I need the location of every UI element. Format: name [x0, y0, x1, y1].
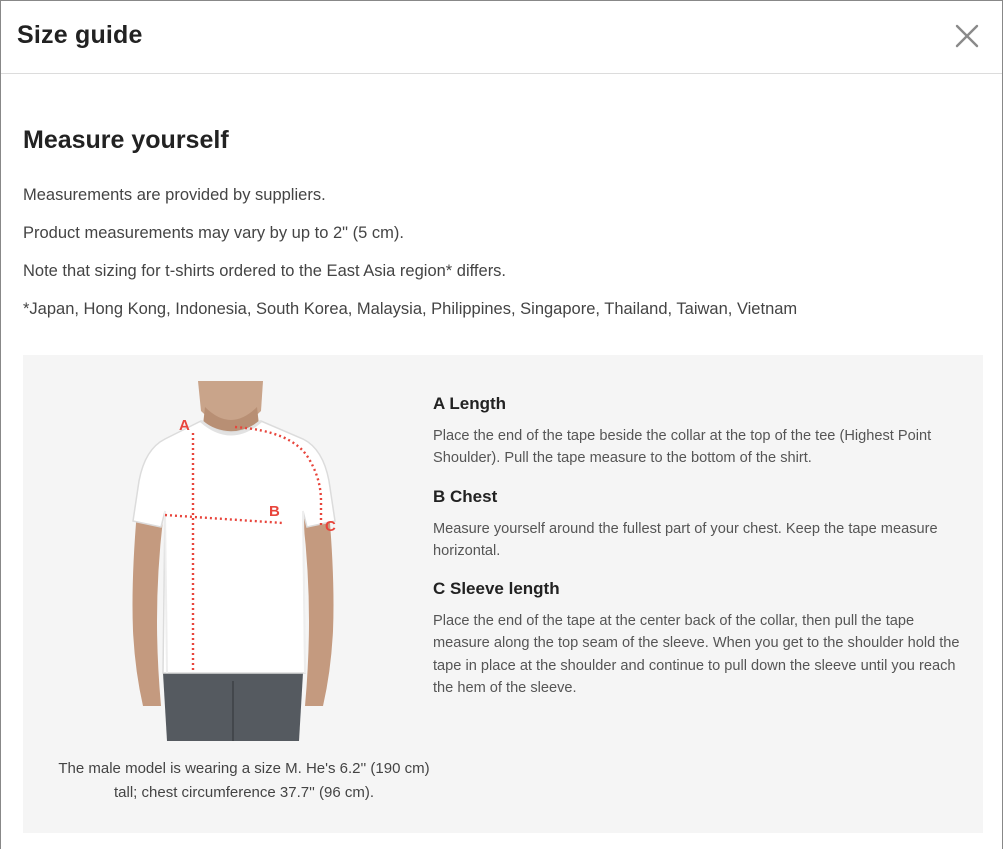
intro-paragraph: Note that sizing for t-shirts ordered to the East Asia region* differs.: [23, 262, 507, 280]
modal-content: [1, 126, 1002, 328]
modal-header: [1, 1, 1002, 74]
measurement-panel: [23, 355, 983, 833]
chest-text: Measure yourself around the fullest part of your chest. Keep the tape measure horizontal.: [433, 520, 938, 559]
section-heading: Measure yourself: [23, 126, 229, 154]
sleeve-length-title: C Sleeve length: [433, 579, 560, 599]
label-a: A: [179, 417, 190, 434]
chest-title: B Chest: [433, 486, 498, 506]
tshirt-model-image: [123, 381, 343, 741]
length-title: A Length: [433, 394, 507, 413]
close-button[interactable]: [954, 23, 980, 49]
model-caption: The male model is wearing a size M. He's 6.2'' (190 cm) tall; chest circumference 37.7'' (96 cm).: [58, 760, 430, 801]
label-b: B: [269, 503, 280, 520]
modal-title: Size guide: [17, 21, 143, 49]
sleeve-length-text: Place the end of the tape at the center back of the collar, then pull the tape measure along the top seam of the sleeve. When you get to the shoulder hold the tape in place at the shoulder and continue to pull down the sleeve until you reach the hem of the sleeve.: [433, 613, 960, 697]
label-c: C: [325, 518, 336, 535]
intro-paragraph: Product measurements may vary by up to 2" (5 cm).: [23, 224, 404, 242]
measurement-descriptions: [433, 391, 963, 713]
intro-paragraph: Measurements are provided by suppliers.: [23, 186, 326, 204]
region-footnote: *Japan, Hong Kong, Indonesia, South Korea, Malaysia, Philippines, Singapore, Thailand, Taiwan, Vietnam: [23, 300, 798, 318]
close-icon: [954, 23, 980, 49]
length-text: Place the end of the tape beside the collar at the top of the tee (Highest Point Shoulder). Pull the tape measure to the bottom of the shirt.: [433, 428, 932, 467]
